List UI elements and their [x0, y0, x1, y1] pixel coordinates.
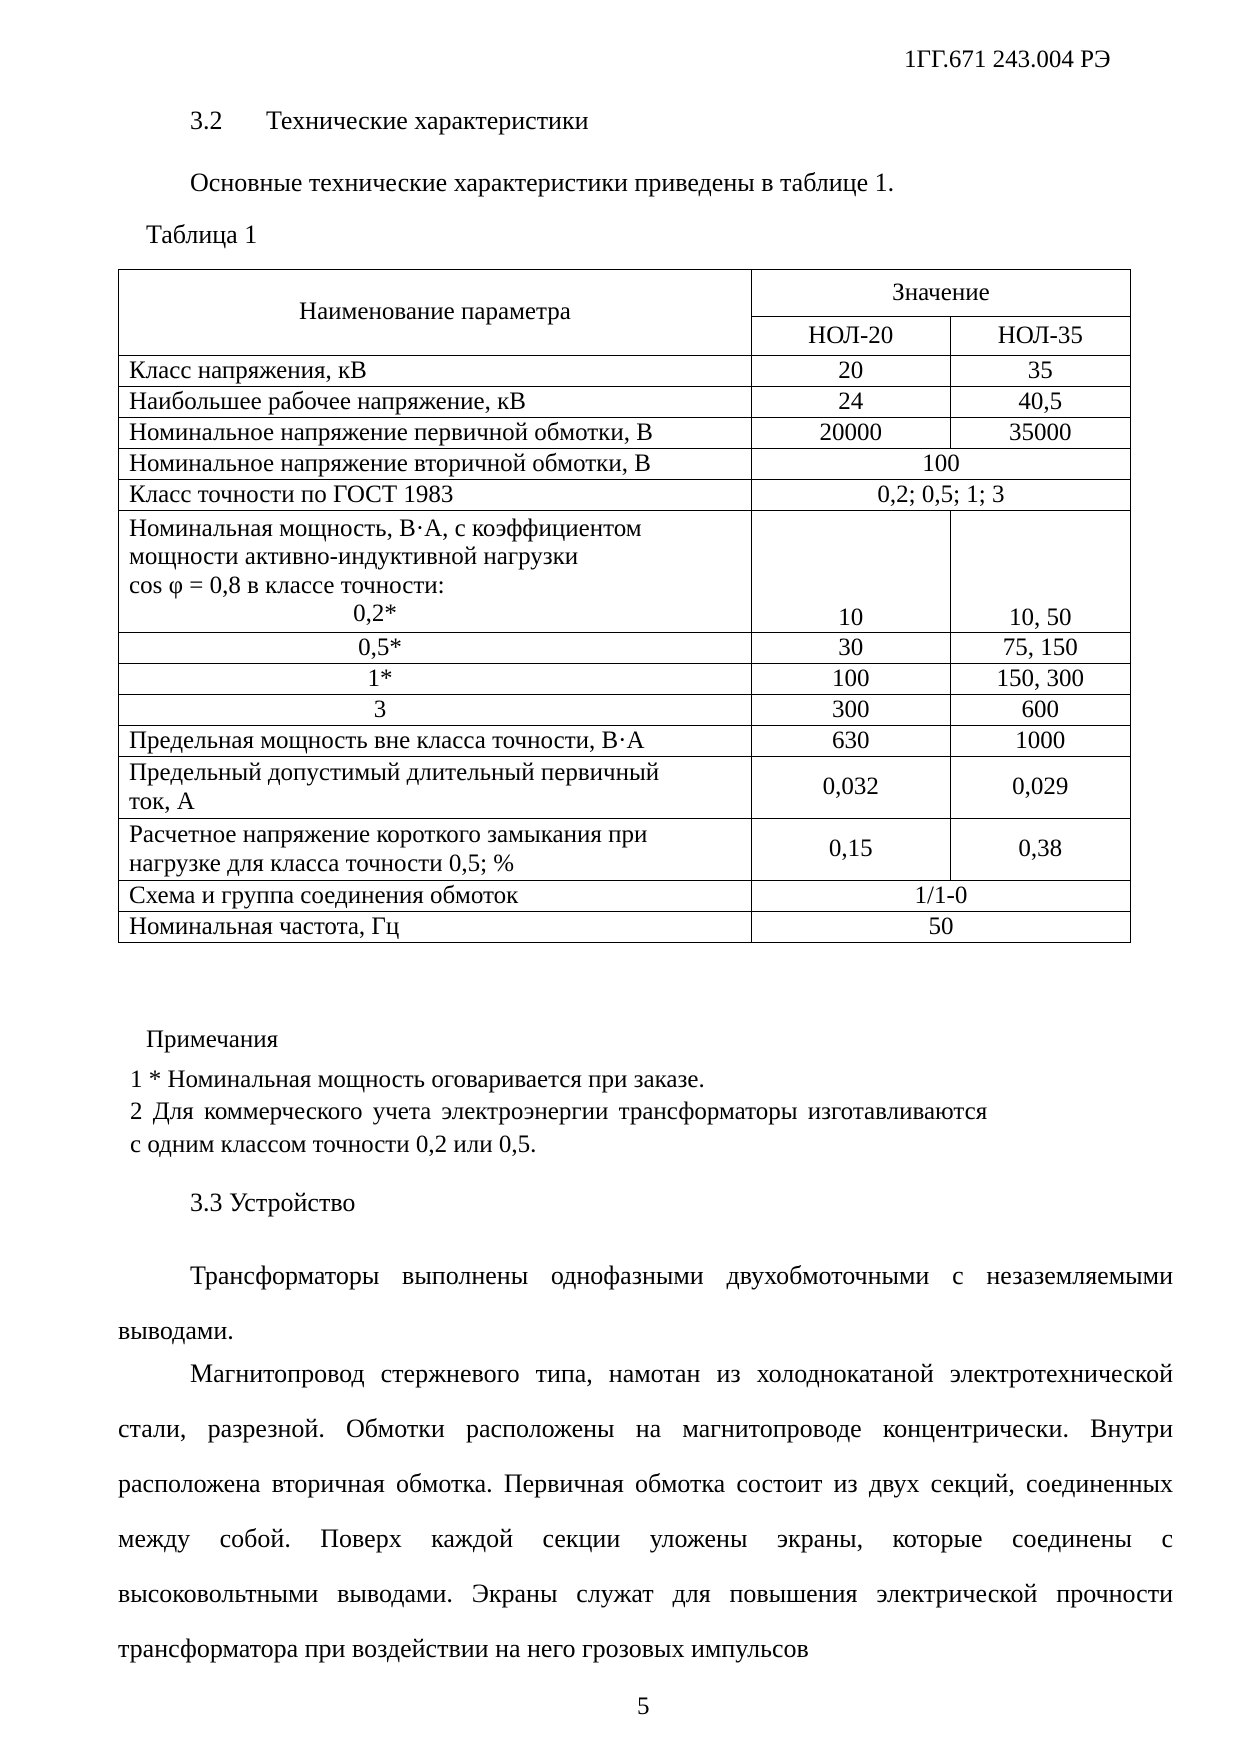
- value-cell-merged: 0,2; 0,5; 1; 3: [751, 480, 1130, 511]
- value-cell: 30: [751, 633, 950, 664]
- section-title: Технические характеристики: [266, 106, 589, 135]
- table-row: [119, 356, 1131, 387]
- value-cell: 40,5: [950, 387, 1130, 418]
- value-cell-merged: 1/1-0: [751, 881, 1130, 912]
- table-row: [119, 726, 1131, 757]
- param-line: нагрузке для класса точности 0,5; %: [129, 849, 515, 877]
- table-row: [119, 418, 1131, 449]
- param-cell-multiline: [119, 511, 752, 633]
- value-cell: 630: [751, 726, 950, 757]
- specifications-table: [118, 269, 1131, 943]
- table-row: [119, 757, 1131, 819]
- page-number: 5: [637, 1693, 650, 1720]
- header-parameter: Наименование параметра: [119, 270, 752, 356]
- paragraph-2: Магнитопровод стержневого типа, намотан из холоднокатаной электротехнической стали, разрезной. Обмотки расположены на магнитопроводе концентрически. Внутри расположена вторичная обмотка. Первичная обмотка состоит из двух секций, соединенных между собой. Поверх каждой секции уложены экраны, которые соединены с высоковольтными выводами. Экраны служат для повышения электрической прочности трансформатора при воздействии на него грозовых импульсов: [118, 1359, 1173, 1663]
- table-row: [119, 695, 1131, 726]
- table-row: [119, 819, 1131, 881]
- table-header-row: [119, 270, 1131, 317]
- param-line: мощности активно-индуктивной нагрузки: [129, 543, 579, 570]
- value-cell: 35: [950, 356, 1130, 387]
- param-cell: Наибольшее рабочее напряжение, кВ: [119, 387, 752, 418]
- value-cell: 300: [751, 695, 950, 726]
- param-cell-multiline: [119, 757, 752, 819]
- param-line: Предельный допустимый длительный первичный: [129, 759, 660, 786]
- note-1: 1 * Номинальная мощность оговаривается при заказе.: [130, 1066, 705, 1093]
- note-2: [130, 1098, 1118, 1126]
- header-value: Значение: [751, 270, 1130, 317]
- accuracy-class: 3: [119, 695, 752, 726]
- table-caption: Таблица 1: [146, 220, 258, 249]
- accuracy-class: 0,2*: [353, 600, 397, 627]
- section-heading-3-3: 3.3 Устройство: [190, 1188, 356, 1217]
- value-cell: 150, 300: [950, 664, 1130, 695]
- value-cell: 35000: [950, 418, 1130, 449]
- document-code: 1ГГ.671 243.004 РЭ: [904, 46, 1111, 73]
- intro-paragraph: Основные технические характеристики приведены в таблице 1.: [190, 168, 895, 197]
- value-cell: 0,029: [950, 757, 1130, 819]
- note-2-continuation: с одним классом точности 0,2 или 0,5.: [130, 1131, 537, 1158]
- table-row: [119, 881, 1131, 912]
- value-cell: 0,38: [950, 819, 1130, 881]
- value-cell: 1000: [950, 726, 1130, 757]
- param-cell: Номинальное напряжение первичной обмотки, В: [119, 418, 752, 449]
- param-cell: Предельная мощность вне класса точности, В·А: [119, 726, 752, 757]
- param-cell: Класс напряжения, кВ: [119, 356, 752, 387]
- param-cell: Схема и группа соединения обмоток: [119, 881, 752, 912]
- value-cell: 100: [751, 664, 950, 695]
- header-nol35: НОЛ-35: [950, 317, 1130, 356]
- value-cell: 10: [751, 511, 950, 633]
- value-cell: 75, 150: [950, 633, 1130, 664]
- param-cell: Класс точности по ГОСТ 1983: [119, 480, 752, 511]
- value-cell-merged: 50: [751, 912, 1130, 943]
- param-line: Номинальная мощность, В·А, с коэффициентом: [129, 514, 642, 542]
- value-cell: 10, 50: [950, 511, 1130, 633]
- paragraph-1: Трансформаторы выполнены однофазными двухобмоточными с незаземляемыми выводами.: [118, 1261, 1173, 1345]
- notes-title: Примечания: [146, 1026, 279, 1053]
- value-cell: 0,15: [751, 819, 950, 881]
- table-row: [119, 664, 1131, 695]
- section-heading-3-2: [190, 106, 589, 136]
- value-cell: 20000: [751, 418, 950, 449]
- value-cell: 0,032: [751, 757, 950, 819]
- param-cell: Номинальное напряжение вторичной обмотки, В: [119, 449, 752, 480]
- header-nol20: НОЛ-20: [751, 317, 950, 356]
- value-cell: 24: [751, 387, 950, 418]
- table-row: [119, 387, 1131, 418]
- param-line: cos φ = 0,8 в классе точности:: [129, 571, 445, 599]
- param-line: Расчетное напряжение короткого замыкания при: [129, 821, 648, 848]
- param-line: ток, А: [129, 787, 195, 815]
- value-cell-merged: 100: [751, 449, 1130, 480]
- table-row: [119, 912, 1131, 943]
- table-row: [119, 633, 1131, 664]
- value-cell: 20: [751, 356, 950, 387]
- table-row: [119, 511, 1131, 633]
- param-cell-multiline: [119, 819, 752, 881]
- accuracy-class: 0,5*: [119, 633, 752, 664]
- table-row: [119, 480, 1131, 511]
- table-row: [119, 449, 1131, 480]
- param-cell: Номинальная частота, Гц: [119, 912, 752, 943]
- value-cell: 600: [950, 695, 1130, 726]
- section-number: 3.2: [190, 106, 223, 135]
- note-2-text: 2 Для коммерческого учета электроэнергии трансформаторы изготавливаются: [130, 1098, 988, 1125]
- accuracy-class: 1*: [119, 664, 752, 695]
